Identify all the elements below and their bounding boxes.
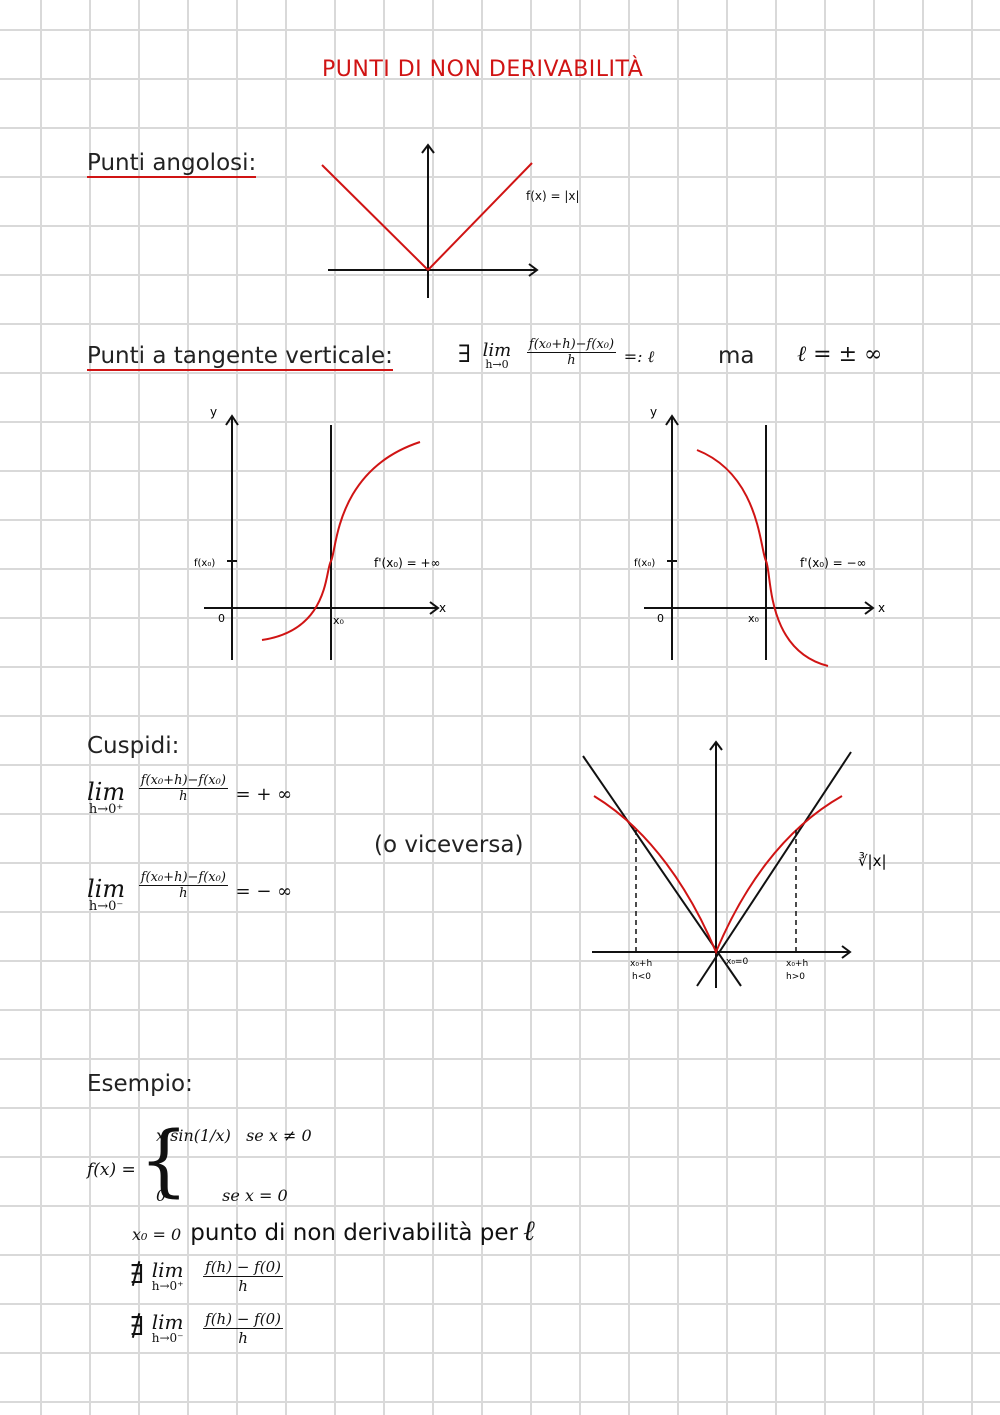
piecewise-case-zero: 0 se x = 0 — [156, 1186, 288, 1205]
piecewise-function-name: f(x) = — [87, 1160, 136, 1180]
angular-points-heading: Punti angolosi: — [87, 150, 257, 176]
difference-quotient-numerator: f(x₀+h)−f(x₀) — [528, 337, 615, 352]
cusps-heading: Cuspidi: — [87, 733, 180, 759]
lim-text: lim — [87, 778, 126, 806]
lim-text: lim — [151, 1310, 184, 1334]
x0-equals-zero: x₀ = 0 — [132, 1225, 182, 1244]
abs-left-branch — [322, 165, 428, 270]
difference-quotient-denominator: h — [179, 789, 188, 804]
lim-subscript: h→0⁺ — [151, 1279, 184, 1293]
vice-versa-note: (o viceversa) — [374, 832, 524, 858]
page-title: PUNTI DI NON DERIVABILITÀ — [322, 57, 644, 82]
cusp-curve — [594, 796, 842, 952]
origin-label: 0 — [218, 612, 225, 625]
abs-function-label: f(x) = |x| — [526, 189, 580, 203]
limit-result: = + ∞ — [235, 784, 293, 805]
cusp-graph — [570, 730, 910, 1000]
quotient-denominator: h — [238, 1329, 248, 1347]
h-positive-label: h>0 — [786, 972, 805, 982]
abs-right-branch — [428, 163, 532, 270]
lim-text: lim — [87, 875, 126, 903]
x-label: x — [878, 601, 886, 615]
cube-root-label: ∛|x| — [858, 852, 887, 870]
fx0-label: f(x₀) — [194, 558, 216, 569]
difference-quotient-numerator: f(x₀+h)−f(x₀) — [140, 870, 226, 885]
h-negative-label: h<0 — [632, 972, 651, 982]
limit-result: = − ∞ — [235, 881, 293, 902]
lim-text: lim — [151, 1258, 184, 1282]
x0-plus-h-right-label: x₀+h — [786, 959, 809, 969]
statement-text: punto di non derivabilità per — [190, 1220, 518, 1246]
derivative-label: f'(x₀) = +∞ — [374, 556, 441, 570]
fx0-label: f(x₀) — [634, 558, 656, 569]
assign-ell: =: ℓ — [623, 347, 655, 366]
example-limit-left — [130, 1310, 283, 1347]
increasing-curve — [262, 442, 420, 640]
abs-function-graph — [300, 135, 600, 305]
nondifferentiable-statement — [132, 1214, 535, 1248]
difference-quotient-numerator: f(x₀+h)−f(x₀) — [140, 773, 226, 788]
vertical-tangent-heading — [87, 343, 393, 369]
x-label: x — [439, 601, 447, 615]
quotient-numerator: f(h) − f(0) — [205, 1310, 281, 1328]
lim-text: lim — [482, 340, 512, 361]
piecewise-brace: { — [139, 1116, 189, 1206]
lim-subscript: h→0⁻ — [88, 899, 124, 914]
origin-label: 0 — [657, 612, 664, 625]
y-label: y — [210, 405, 218, 419]
quotient-numerator: f(h) − f(0) — [205, 1258, 281, 1276]
vertical-limit-formula — [458, 337, 655, 371]
vertical-tangent-heading-text: Punti a tangente verticale: — [87, 343, 393, 369]
not-exists-symbol: ∄ — [130, 1312, 145, 1342]
x0-plus-h-left-label: x₀+h — [630, 959, 653, 969]
infinite-condition: ℓ = ± ∞ — [797, 342, 883, 367]
quotient-denominator: h — [238, 1277, 248, 1295]
example-limit-right — [130, 1258, 283, 1295]
x0-label: x₀ — [333, 614, 344, 627]
difference-quotient-denominator: h — [179, 886, 188, 901]
derivative-label: f'(x₀) = −∞ — [800, 556, 867, 570]
ma-text: ma — [718, 343, 755, 369]
f-symbol: ℓ — [523, 1214, 535, 1247]
cusp-limit-right — [87, 773, 293, 817]
x0-label: x₀ — [748, 612, 759, 625]
lim-subscript: h→0⁻ — [151, 1331, 184, 1345]
lim-subscript: h→0 — [485, 358, 509, 371]
not-exists-symbol: ∄ — [130, 1260, 145, 1290]
example-heading: Esempio: — [87, 1071, 193, 1097]
exists-symbol: ∃ — [458, 340, 472, 368]
secant-right — [697, 752, 851, 986]
cusp-limit-left — [87, 870, 293, 914]
lim-subscript: h→0⁺ — [88, 802, 124, 817]
y-label: y — [650, 405, 658, 419]
x0-zero-label: x₀=0 — [726, 957, 749, 967]
vertical-tangent-graph-decreasing — [620, 400, 910, 675]
vertical-tangent-graph-increasing — [180, 400, 470, 675]
piecewise-case-nonzero: x sin(1/x) se x ≠ 0 — [156, 1126, 312, 1145]
difference-quotient-denominator: h — [567, 353, 576, 368]
